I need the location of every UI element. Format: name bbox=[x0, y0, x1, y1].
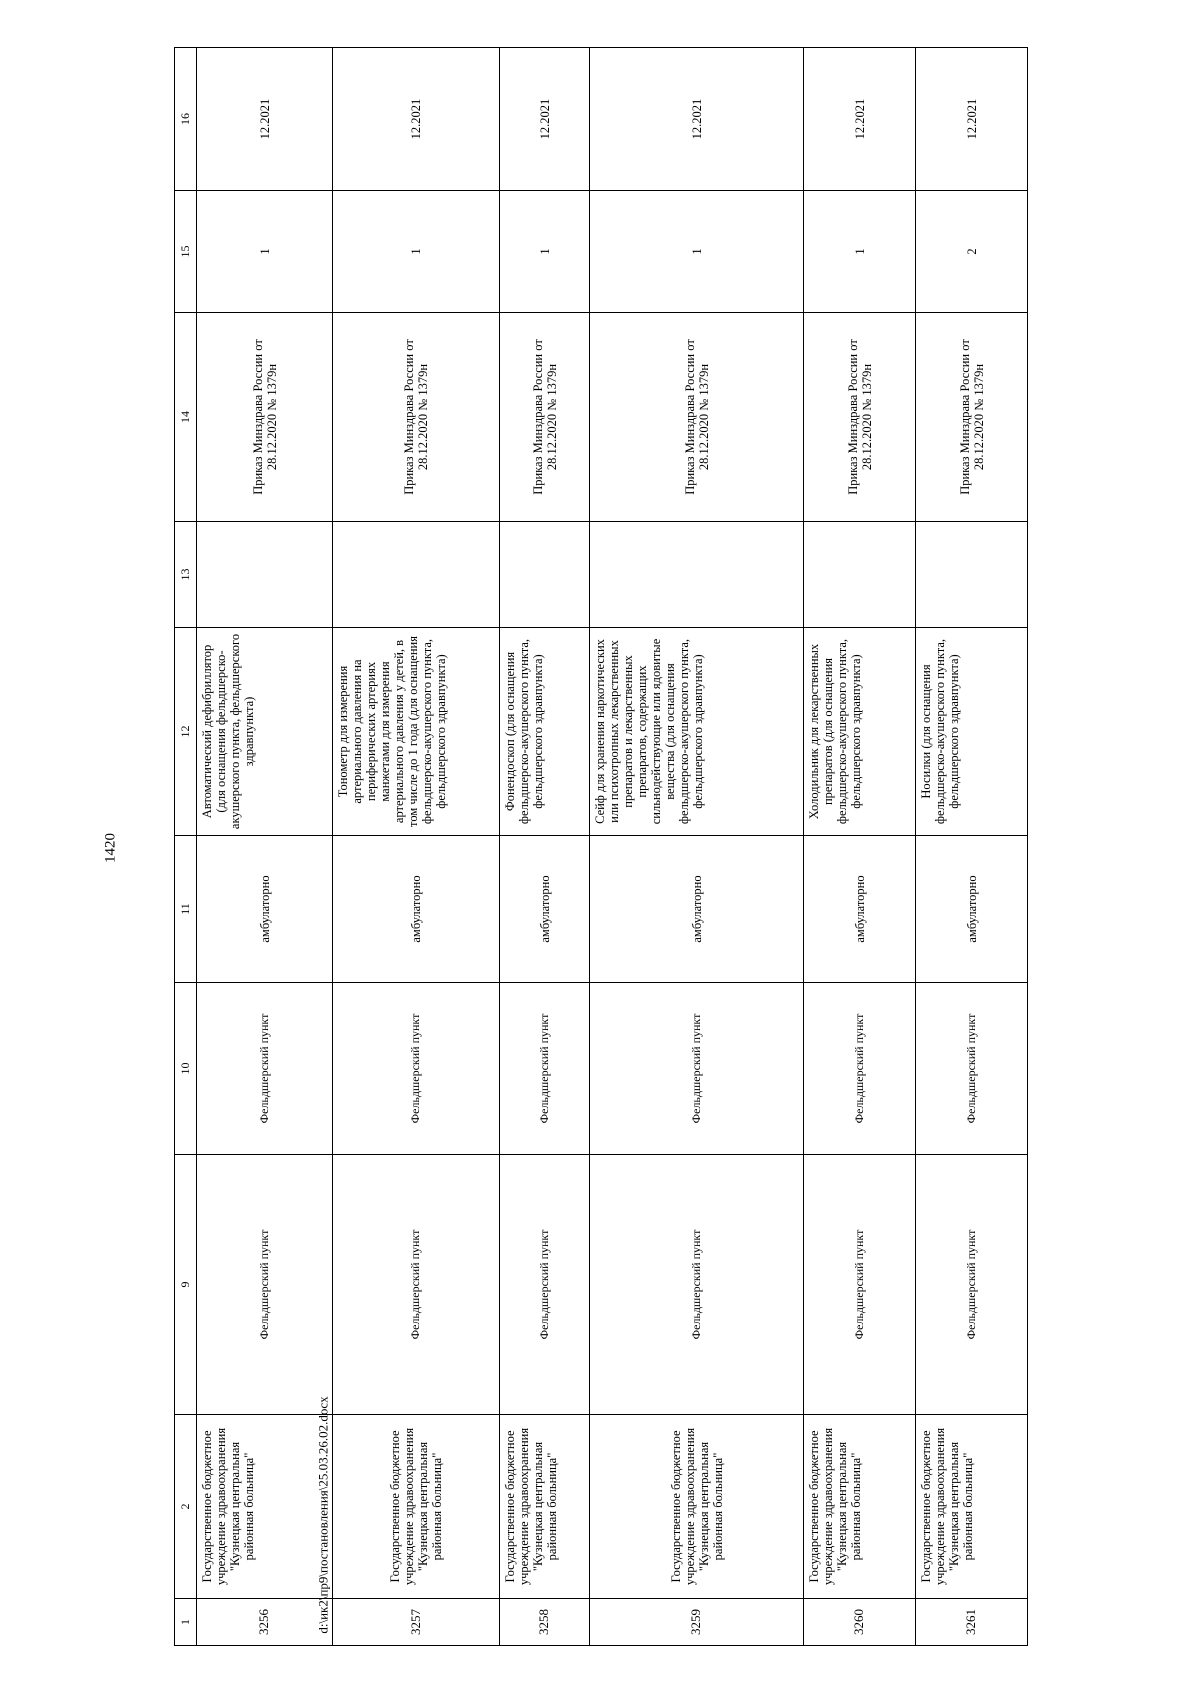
unit-cell: Фельдшерский пункт bbox=[500, 983, 590, 1155]
date-cell: 12.2021 bbox=[500, 48, 590, 191]
organization-cell: Государственное бюджетное учреждение здравоохранения "Кузнецкая центральная районная больница" bbox=[916, 1415, 1028, 1599]
row-number: 3257 bbox=[333, 1599, 500, 1646]
equipment-cell: Тонометр для измерения артериального давления на периферических артериях манжетами для измерения артериального давления у детей, в том числе до 1 года (для оснащения фельдшерско-акушерского пункта, фельдшерского здравпункта) bbox=[333, 628, 500, 836]
order-cell: Приказ Минздрава России от 28.12.2020 № 1379н bbox=[804, 313, 916, 522]
equipment-table bbox=[174, 47, 1028, 1646]
column-header: 16 bbox=[175, 48, 197, 191]
column-header: 10 bbox=[175, 983, 197, 1155]
date-cell: 12.2021 bbox=[333, 48, 500, 191]
file-path-footer: d:\ик2\пр9\постановления\25.03.26.02.docx bbox=[315, 1396, 331, 1634]
header-row bbox=[175, 48, 197, 1646]
code-cell bbox=[916, 522, 1028, 628]
row-number: 3259 bbox=[590, 1599, 804, 1646]
row-number: 3261 bbox=[916, 1599, 1028, 1646]
subdivision-cell: Фельдшерский пункт bbox=[590, 1155, 804, 1415]
quantity-cell: 1 bbox=[804, 191, 916, 313]
date-cell: 12.2021 bbox=[590, 48, 804, 191]
row-number: 3256 bbox=[197, 1599, 333, 1646]
rotated-table-container bbox=[174, 48, 1028, 1646]
code-cell bbox=[333, 522, 500, 628]
code-cell bbox=[590, 522, 804, 628]
date-cell: 12.2021 bbox=[197, 48, 333, 191]
care-condition-cell: амбулаторно bbox=[916, 836, 1028, 983]
table-row bbox=[197, 48, 333, 1646]
column-header: 11 bbox=[175, 836, 197, 983]
equipment-cell: Автоматический дефибриллятор (для оснащения фельдшерско-акушерского пункта, фельдшерского здравпункта) bbox=[197, 628, 333, 836]
table-row bbox=[590, 48, 804, 1646]
subdivision-cell: Фельдшерский пункт bbox=[916, 1155, 1028, 1415]
date-cell: 12.2021 bbox=[804, 48, 916, 191]
code-cell bbox=[500, 522, 590, 628]
organization-cell: Государственное бюджетное учреждение здравоохранения "Кузнецкая центральная районная больница" bbox=[804, 1415, 916, 1599]
organization-cell: Государственное бюджетное учреждение здравоохранения "Кузнецкая центральная районная больница" bbox=[500, 1415, 590, 1599]
quantity-cell: 1 bbox=[500, 191, 590, 313]
row-number: 3258 bbox=[500, 1599, 590, 1646]
table-row bbox=[333, 48, 500, 1646]
equipment-cell: Сейф для хранения наркотических или психотропных лекарственных препаратов и лекарственных препаратов, содержащих сильнодействующие или ядовитые вещества (для оснащения фельдшерско-акушерского пункта, фельдшерского здравпункта) bbox=[590, 628, 804, 836]
column-header: 1 bbox=[175, 1599, 197, 1646]
care-condition-cell: амбулаторно bbox=[590, 836, 804, 983]
unit-cell: Фельдшерский пункт bbox=[333, 983, 500, 1155]
care-condition-cell: амбулаторно bbox=[333, 836, 500, 983]
order-cell: Приказ Минздрава России от 28.12.2020 № 1379н bbox=[590, 313, 804, 522]
care-condition-cell: амбулаторно bbox=[197, 836, 333, 983]
order-cell: Приказ Минздрава России от 28.12.2020 № 1379н bbox=[333, 313, 500, 522]
unit-cell: Фельдшерский пункт bbox=[590, 983, 804, 1155]
column-header: 2 bbox=[175, 1415, 197, 1599]
row-number: 3260 bbox=[804, 1599, 916, 1646]
unit-cell: Фельдшерский пункт bbox=[197, 983, 333, 1155]
column-header: 9 bbox=[175, 1155, 197, 1415]
table-row bbox=[804, 48, 916, 1646]
quantity-cell: 1 bbox=[197, 191, 333, 313]
column-header: 14 bbox=[175, 313, 197, 522]
unit-cell: Фельдшерский пункт bbox=[804, 983, 916, 1155]
code-cell bbox=[804, 522, 916, 628]
organization-cell: Государственное бюджетное учреждение здравоохранения "Кузнецкая центральная районная больница" bbox=[590, 1415, 804, 1599]
equipment-cell: Носилки (для оснащения фельдшерско-акушерского пункта, фельдшерского здравпункта) bbox=[916, 628, 1028, 836]
subdivision-cell: Фельдшерский пункт bbox=[197, 1155, 333, 1415]
quantity-cell: 1 bbox=[333, 191, 500, 313]
order-cell: Приказ Минздрава России от 28.12.2020 № 1379н bbox=[916, 313, 1028, 522]
code-cell bbox=[197, 522, 333, 628]
column-header: 13 bbox=[175, 522, 197, 628]
quantity-cell: 2 bbox=[916, 191, 1028, 313]
quantity-cell: 1 bbox=[590, 191, 804, 313]
subdivision-cell: Фельдшерский пункт bbox=[333, 1155, 500, 1415]
order-cell: Приказ Минздрава России от 28.12.2020 № 1379н bbox=[500, 313, 590, 522]
unit-cell: Фельдшерский пункт bbox=[916, 983, 1028, 1155]
table-row bbox=[916, 48, 1028, 1646]
subdivision-cell: Фельдшерский пункт bbox=[500, 1155, 590, 1415]
care-condition-cell: амбулаторно bbox=[804, 836, 916, 983]
organization-cell: Государственное бюджетное учреждение здравоохранения "Кузнецкая центральная районная больница" bbox=[333, 1415, 500, 1599]
equipment-cell: Фонендоскоп (для оснащения фельдшерско-акушерского пункта, фельдшерского здравпункта) bbox=[500, 628, 590, 836]
order-cell: Приказ Минздрава России от 28.12.2020 № 1379н bbox=[197, 313, 333, 522]
page-number: 1420 bbox=[102, 833, 119, 863]
column-header: 12 bbox=[175, 628, 197, 836]
table-row bbox=[500, 48, 590, 1646]
column-header: 15 bbox=[175, 191, 197, 313]
organization-cell: Государственное бюджетное учреждение здравоохранения "Кузнецкая центральная районная больница" bbox=[197, 1415, 333, 1599]
equipment-cell: Холодильник для лекарственных препаратов (для оснащения фельдшерско-акушерского пункта, фельдшерского здравпункта) bbox=[804, 628, 916, 836]
care-condition-cell: амбулаторно bbox=[500, 836, 590, 983]
date-cell: 12.2021 bbox=[916, 48, 1028, 191]
subdivision-cell: Фельдшерский пункт bbox=[804, 1155, 916, 1415]
